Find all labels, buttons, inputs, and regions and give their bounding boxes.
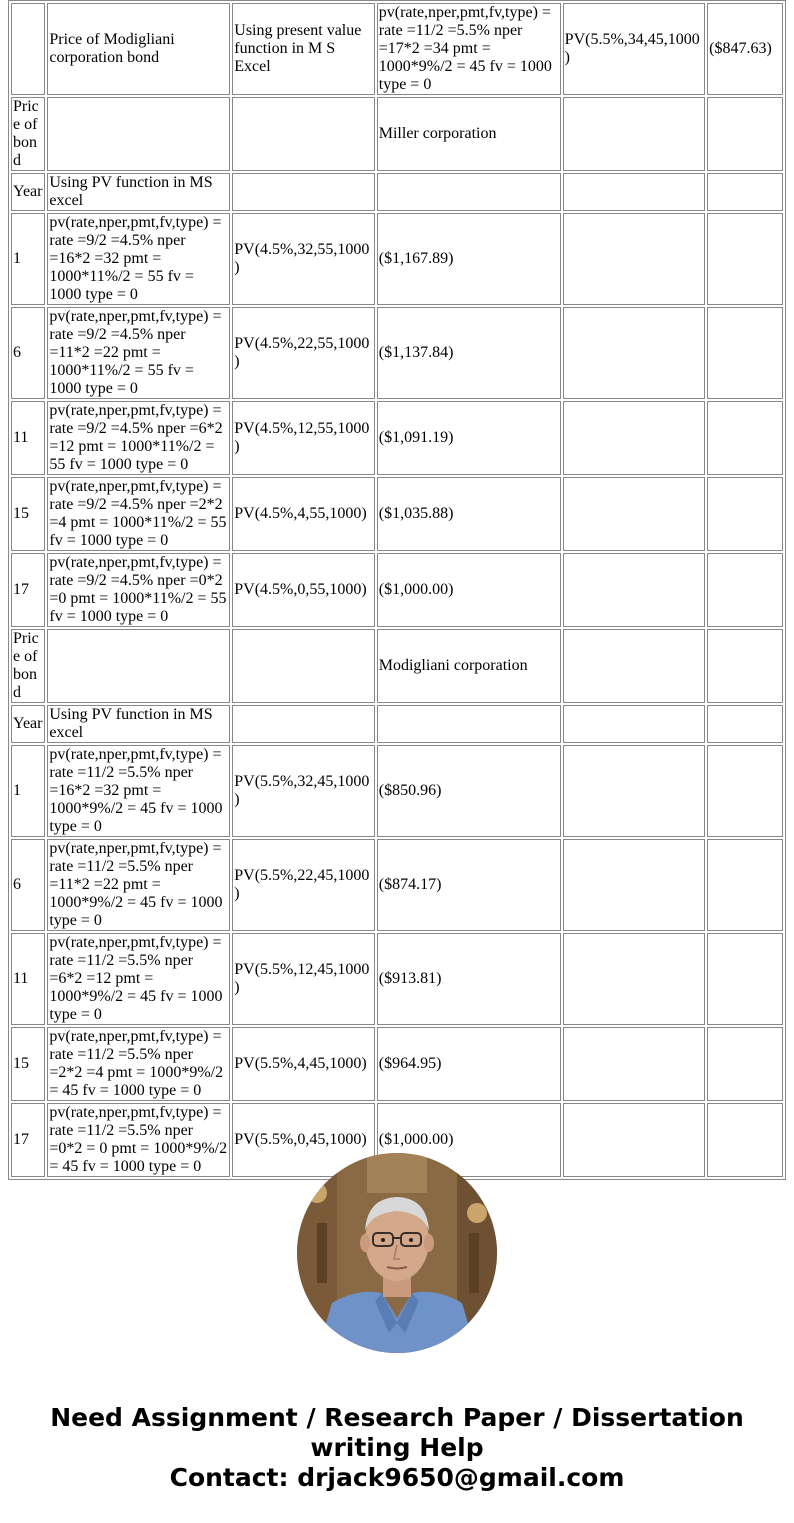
table-cell: pv(rate,nper,pmt,fv,type) = rate =11/2 =5.5% nper =16*2 =32 pmt = 1000*9%/2 = 45 fv = 1000 type = 0 [47,745,230,837]
bond-price-table-body [11,3,783,1177]
table-cell [563,553,705,627]
table-cell: pv(rate,nper,pmt,fv,type) = rate =9/2 =4.5% nper =16*2 =32 pmt = 1000*11%/2 = 55 fv = 1000 type = 0 [47,213,230,305]
table-row [11,629,783,703]
table-cell: PV(4.5%,32,55,1000) [232,213,374,305]
table-cell [563,173,705,211]
table-cell [707,477,783,551]
table-cell [11,3,45,95]
table-cell [563,213,705,305]
table-cell: Miller corporation [377,97,561,171]
table-cell [707,839,783,931]
table-cell: ($1,035.88) [377,477,561,551]
table-cell [707,97,783,171]
table-row [11,3,783,95]
footer-contact [0,1403,794,1493]
table-cell: 6 [11,307,45,399]
table-cell: PV(4.5%,12,55,1000) [232,401,374,475]
table-cell: pv(rate,nper,pmt,fv,type) = rate =11/2 =5.5% nper =17*2 =34 pmt = 1000*9%/2 = 45 fv = 1000 type = 0 [377,3,561,95]
table-cell: 15 [11,1027,45,1101]
author-photo [297,1153,497,1353]
table-cell [707,745,783,837]
table-cell: Price of Modigliani corporation bond [47,3,230,95]
table-cell: PV(5.5%,22,45,1000) [232,839,374,931]
footer-line-1: Need Assignment / Research Paper / Dissertation [50,1403,744,1432]
table-cell: Using PV function in MS excel [47,173,230,211]
table-cell: Price of bond [11,629,45,703]
table-cell [707,553,783,627]
table-cell [707,933,783,1025]
table-row [11,401,783,475]
footer-line-3: Contact: drjack9650@gmail.com [169,1463,625,1492]
table-row [11,933,783,1025]
table-cell [707,629,783,703]
table-cell [707,1027,783,1101]
table-cell [563,307,705,399]
table-cell: PV(5.5%,0,45,1000) [232,1103,374,1177]
table-cell [377,173,561,211]
table-cell [232,705,374,743]
table-row [11,307,783,399]
bond-price-table [8,0,786,1180]
table-cell: PV(5.5%,12,45,1000) [232,933,374,1025]
table-cell: pv(rate,nper,pmt,fv,type) = rate =9/2 =4.5% nper =6*2 =12 pmt = 1000*11%/2 = 55 fv = 1000 type = 0 [47,401,230,475]
table-cell: ($1,137.84) [377,307,561,399]
table-cell: 11 [11,401,45,475]
person-portrait-icon [297,1153,497,1353]
table-row [11,553,783,627]
table-cell: pv(rate,nper,pmt,fv,type) = rate =11/2 =5.5% nper =6*2 =12 pmt = 1000*9%/2 = 45 fv = 1000 type = 0 [47,933,230,1025]
table-cell: PV(4.5%,22,55,1000) [232,307,374,399]
table-row [11,745,783,837]
table-cell [563,1027,705,1101]
table-cell: 17 [11,1103,45,1177]
table-cell: PV(4.5%,4,55,1000) [232,477,374,551]
table-row [11,213,783,305]
table-cell: ($874.17) [377,839,561,931]
table-row [11,477,783,551]
table-cell: pv(rate,nper,pmt,fv,type) = rate =9/2 =4.5% nper =2*2 =4 pmt = 1000*11%/2 = 55 fv = 1000 type = 0 [47,477,230,551]
table-cell: ($850.96) [377,745,561,837]
table-cell [563,629,705,703]
table-cell [707,401,783,475]
table-row [11,173,783,211]
table-cell [232,97,374,171]
table-cell: 1 [11,213,45,305]
table-row [11,839,783,931]
table-cell [707,213,783,305]
table-cell: pv(rate,nper,pmt,fv,type) = rate =9/2 =4.5% nper =11*2 =22 pmt = 1000*11%/2 = 55 fv = 1000 type = 0 [47,307,230,399]
table-cell: 6 [11,839,45,931]
table-cell [47,97,230,171]
table-cell: 11 [11,933,45,1025]
table-cell: 17 [11,553,45,627]
table-cell: ($913.81) [377,933,561,1025]
table-cell: pv(rate,nper,pmt,fv,type) = rate =11/2 =5.5% nper =0*2 = 0 pmt = 1000*9%/2 = 45 fv = 1000 type = 0 [47,1103,230,1177]
table-cell: ($1,000.00) [377,553,561,627]
table-cell [232,173,374,211]
table-cell: Using present value function in M S Excel [232,3,374,95]
table-cell: PV(5.5%,34,45,1000) [563,3,705,95]
table-cell [707,705,783,743]
table-cell: ($847.63) [707,3,783,95]
table-row [11,97,783,171]
table-cell: pv(rate,nper,pmt,fv,type) = rate =11/2 =5.5% nper =2*2 =4 pmt = 1000*9%/2 = 45 fv = 1000 type = 0 [47,1027,230,1101]
table-cell [563,705,705,743]
table-cell: PV(5.5%,32,45,1000) [232,745,374,837]
table-cell [563,401,705,475]
table-cell: Year [11,173,45,211]
table-cell: ($1,000.00) [377,1103,561,1177]
footer-line-2: writing Help [310,1433,484,1462]
table-cell [47,629,230,703]
table-cell: pv(rate,nper,pmt,fv,type) = rate =11/2 =5.5% nper =11*2 =22 pmt = 1000*9%/2 = 45 fv = 1000 type = 0 [47,839,230,931]
table-cell: Year [11,705,45,743]
table-cell [707,307,783,399]
table-cell: ($1,091.19) [377,401,561,475]
table-cell: ($1,167.89) [377,213,561,305]
table-cell: 15 [11,477,45,551]
table-cell [563,477,705,551]
table-cell [707,1103,783,1177]
table-cell [232,629,374,703]
table-cell [563,839,705,931]
table-cell [377,705,561,743]
table-cell [563,745,705,837]
table-cell: Modigliani corporation [377,629,561,703]
table-cell: Using PV function in MS excel [47,705,230,743]
table-row [11,1027,783,1101]
table-cell: Price of bond [11,97,45,171]
table-row [11,705,783,743]
table-cell [563,933,705,1025]
table-cell: ($964.95) [377,1027,561,1101]
table-cell [707,173,783,211]
table-cell [563,97,705,171]
table-cell: PV(5.5%,4,45,1000) [232,1027,374,1101]
table-cell: 1 [11,745,45,837]
table-cell: PV(4.5%,0,55,1000) [232,553,374,627]
table-cell: pv(rate,nper,pmt,fv,type) = rate =9/2 =4.5% nper =0*2 =0 pmt = 1000*11%/2 = 55 fv = 1000 type = 0 [47,553,230,627]
table-cell [563,1103,705,1177]
